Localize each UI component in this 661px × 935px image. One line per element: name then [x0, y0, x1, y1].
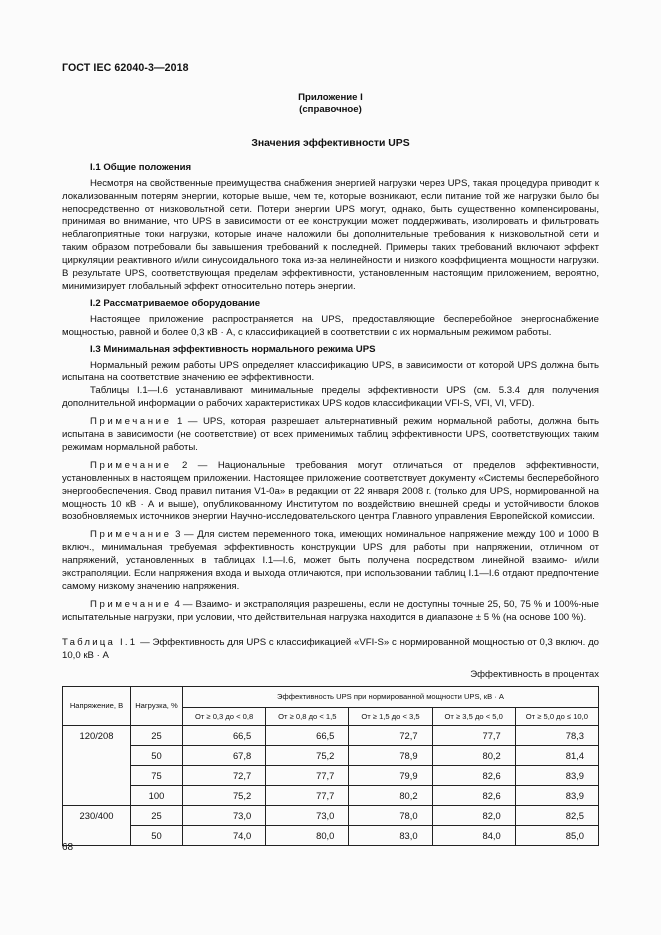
value-cell: 73,0 [183, 806, 266, 826]
note-label: Примечание [90, 416, 172, 428]
value-cell: 83,9 [515, 786, 598, 806]
section-3-paragraph-2: Таблицы I.1—I.6 устанавливают минимальные пределы эффективности UPS (см. 5.3.4 для получения дополнительной информации о рабочих характеристиках UPS кодов классификации VFI-S, VFI, VI, VFD). [62, 385, 599, 410]
value-cell: 80,0 [266, 826, 349, 846]
value-cell: 82,6 [432, 786, 515, 806]
column-header-power: От ≥ 0,3 до < 0,8 [183, 708, 266, 726]
column-header-load: Нагрузка, % [131, 687, 183, 726]
page-content [62, 62, 599, 846]
table-row [63, 786, 599, 806]
table-caption-label: Таблица I.1 [62, 636, 138, 648]
annex-heading: Значения эффективности UPS [251, 137, 410, 149]
column-header-power: От ≥ 5,0 до ≤ 10,0 [515, 708, 598, 726]
value-cell: 81,4 [515, 746, 598, 766]
value-cell: 83,9 [515, 766, 598, 786]
table-row [63, 826, 599, 846]
value-cell: 75,2 [183, 786, 266, 806]
table-caption [62, 637, 599, 663]
value-cell: 80,2 [349, 786, 432, 806]
value-cell: 82,0 [432, 806, 515, 826]
note-2: Примечание 2 — Национальные требования могут отличаться от пределов эффективности, установленных в настоящем приложении. Настоящее приложение соответствует документу «Системы бесперебойного энергообеспечения. Свод правил питания V1-0а» в редакции от 22 января 2008 г. (только для UPS, нормированной на мощность 10 кВ · А и выше), опубликованному Институтом по воздействию внешней среды и устойчивости блоков возобновляемых источников энергии Научно-исследовательского центра Главного управления Европейской комиссии. [62, 459, 599, 523]
load-cell: 100 [131, 786, 183, 806]
load-cell: 25 [131, 726, 183, 746]
value-cell: 84,0 [432, 826, 515, 846]
note-label: Примечание [90, 598, 172, 610]
section-1-heading: I.1 Общие положения [90, 161, 192, 173]
table-unit: Эффективность в процентах [470, 668, 599, 680]
value-cell: 78,9 [349, 746, 432, 766]
value-cell: 77,7 [266, 766, 349, 786]
voltage-cell: 230/400 [63, 806, 131, 846]
column-group-header: Эффективность UPS при нормированной мощности UPS, кВ · А [183, 687, 599, 708]
value-cell: 72,7 [183, 766, 266, 786]
value-cell: 66,5 [183, 726, 266, 746]
load-cell: 25 [131, 806, 183, 826]
value-cell: 82,6 [432, 766, 515, 786]
note-1: Примечание 1 — UPS, которая разрешает альтернативный режим нормальной работы, должна быть испытана в зависимости (не соответствие) от всех применимых таблиц эффективности UPS, соответствующих таким режимам нормальной работы. [62, 416, 600, 453]
note-label: Примечание [90, 459, 172, 471]
value-cell: 66,5 [266, 726, 349, 746]
section-2-heading: I.2 Рассматриваемое оборудование [90, 297, 261, 309]
column-header-power: От ≥ 0,8 до < 1,5 [266, 708, 349, 726]
load-cell: 75 [131, 766, 183, 786]
value-cell: 75,2 [266, 746, 349, 766]
note-3: Примечание 3 — Для систем переменного тока, имеющих номинальное напряжение между 100 и 1000 В включ., минимальная требуемая эффективность конструкции UPS для работы при напряжении, отличном от напряжений, установленных в таблицах I.1—I.6, может быть получена посредством линейной взаимо- и/или экстраполяции. Если напряжения входа и выхода отличаются, при использовании таблиц I.1—I.6 отдают предпочтение самому низкому значению напряжения. [62, 529, 599, 592]
load-cell: 50 [131, 746, 183, 766]
table-row [63, 726, 599, 746]
table-row [63, 746, 599, 766]
annex-header [62, 92, 599, 117]
value-cell: 83,0 [349, 826, 432, 846]
annex-title: Приложение I [298, 91, 363, 103]
table-caption-text: — Эффективность для UPS с классификацией «VFI-S» с нормированной мощностью от 0,3 включ. до 10,0 кВ · А [62, 636, 600, 661]
annex-subtitle: (справочное) [299, 104, 362, 116]
table-row [63, 806, 599, 826]
column-header-power: От ≥ 1,5 до < 3,5 [349, 708, 432, 726]
value-cell: 72,7 [349, 726, 432, 746]
value-cell: 73,0 [266, 806, 349, 826]
value-cell: 80,2 [432, 746, 515, 766]
value-cell: 79,9 [349, 766, 432, 786]
value-cell: 85,0 [515, 826, 598, 846]
value-cell: 67,8 [183, 746, 266, 766]
value-cell: 78,0 [349, 806, 432, 826]
section-3-paragraph-1: Нормальный режим работы UPS определяет классификацию UPS, в зависимости от которой UPS должна быть испытана на соответствие значению ее эффективности. [62, 359, 599, 384]
value-cell: 77,7 [432, 726, 515, 746]
table-row [63, 766, 599, 786]
value-cell: 77,7 [266, 786, 349, 806]
note-4: Примечание 4 — Взаимо- и экстраполяция разрешены, если не доступны точные 25, 50, 75 % и 100%-ные испытательные нагрузки, при условии, что действительная нагрузка находится в диапазоне ± 5 % (на основе 100 %). [62, 598, 599, 623]
value-cell: 78,3 [515, 726, 598, 746]
value-cell: 82,5 [515, 806, 598, 826]
section-3-heading: I.3 Минимальная эффективность нормального режима UPS [90, 343, 376, 355]
voltage-cell: 120/208 [63, 726, 131, 806]
value-cell: 74,0 [183, 826, 266, 846]
efficiency-table [62, 686, 599, 846]
section-1-paragraph: Несмотря на свойственные преимущества снабжения энергией нагрузки через UPS, такая процедура приводит к локализованным потерям энергии, которые выше, чем те, которые возникают, если питание той же нагрузки было бы непосредственно от низковольтной сети. Потери энергии UPS могут, однако, быть существенно компенсированы, принимая во внимание, что UPS в зависимости от ее конструкции может поддерживать, изолировать и фильтровать неблагоприятные токи нагрузки, которые иначе наложили бы дополнительные требования к низковольтной сети и таким образом потребовали бы завышения требований к последней. Примеры таких требований включают эффект циркуляции реактивного и/или синусоидального тока из-за нелинейности и низкого коэффициента мощности нагрузки. В результате UPS, соответствующая пределам эффективности, установленным настоящим приложением, вероятно, минимизирует глобальный эффект относительно потерь энергии. [62, 177, 599, 292]
column-header-voltage: Напряжение, В [63, 687, 131, 726]
load-cell: 50 [131, 826, 183, 846]
section-2-paragraph: Настоящее приложение распространяется на UPS, предоставляющие бесперебойное энергоснабжение мощностью, равной и более 0,3 кВ · А, с классификацией в соответствии с их нормальным режимом работы. [62, 313, 599, 338]
note-label: Примечание [90, 529, 172, 541]
page-number: 68 [62, 842, 74, 853]
document-id: ГОСТ IEC 62040-3—2018 [62, 62, 189, 74]
column-header-power: От ≥ 3,5 до < 5,0 [432, 708, 515, 726]
